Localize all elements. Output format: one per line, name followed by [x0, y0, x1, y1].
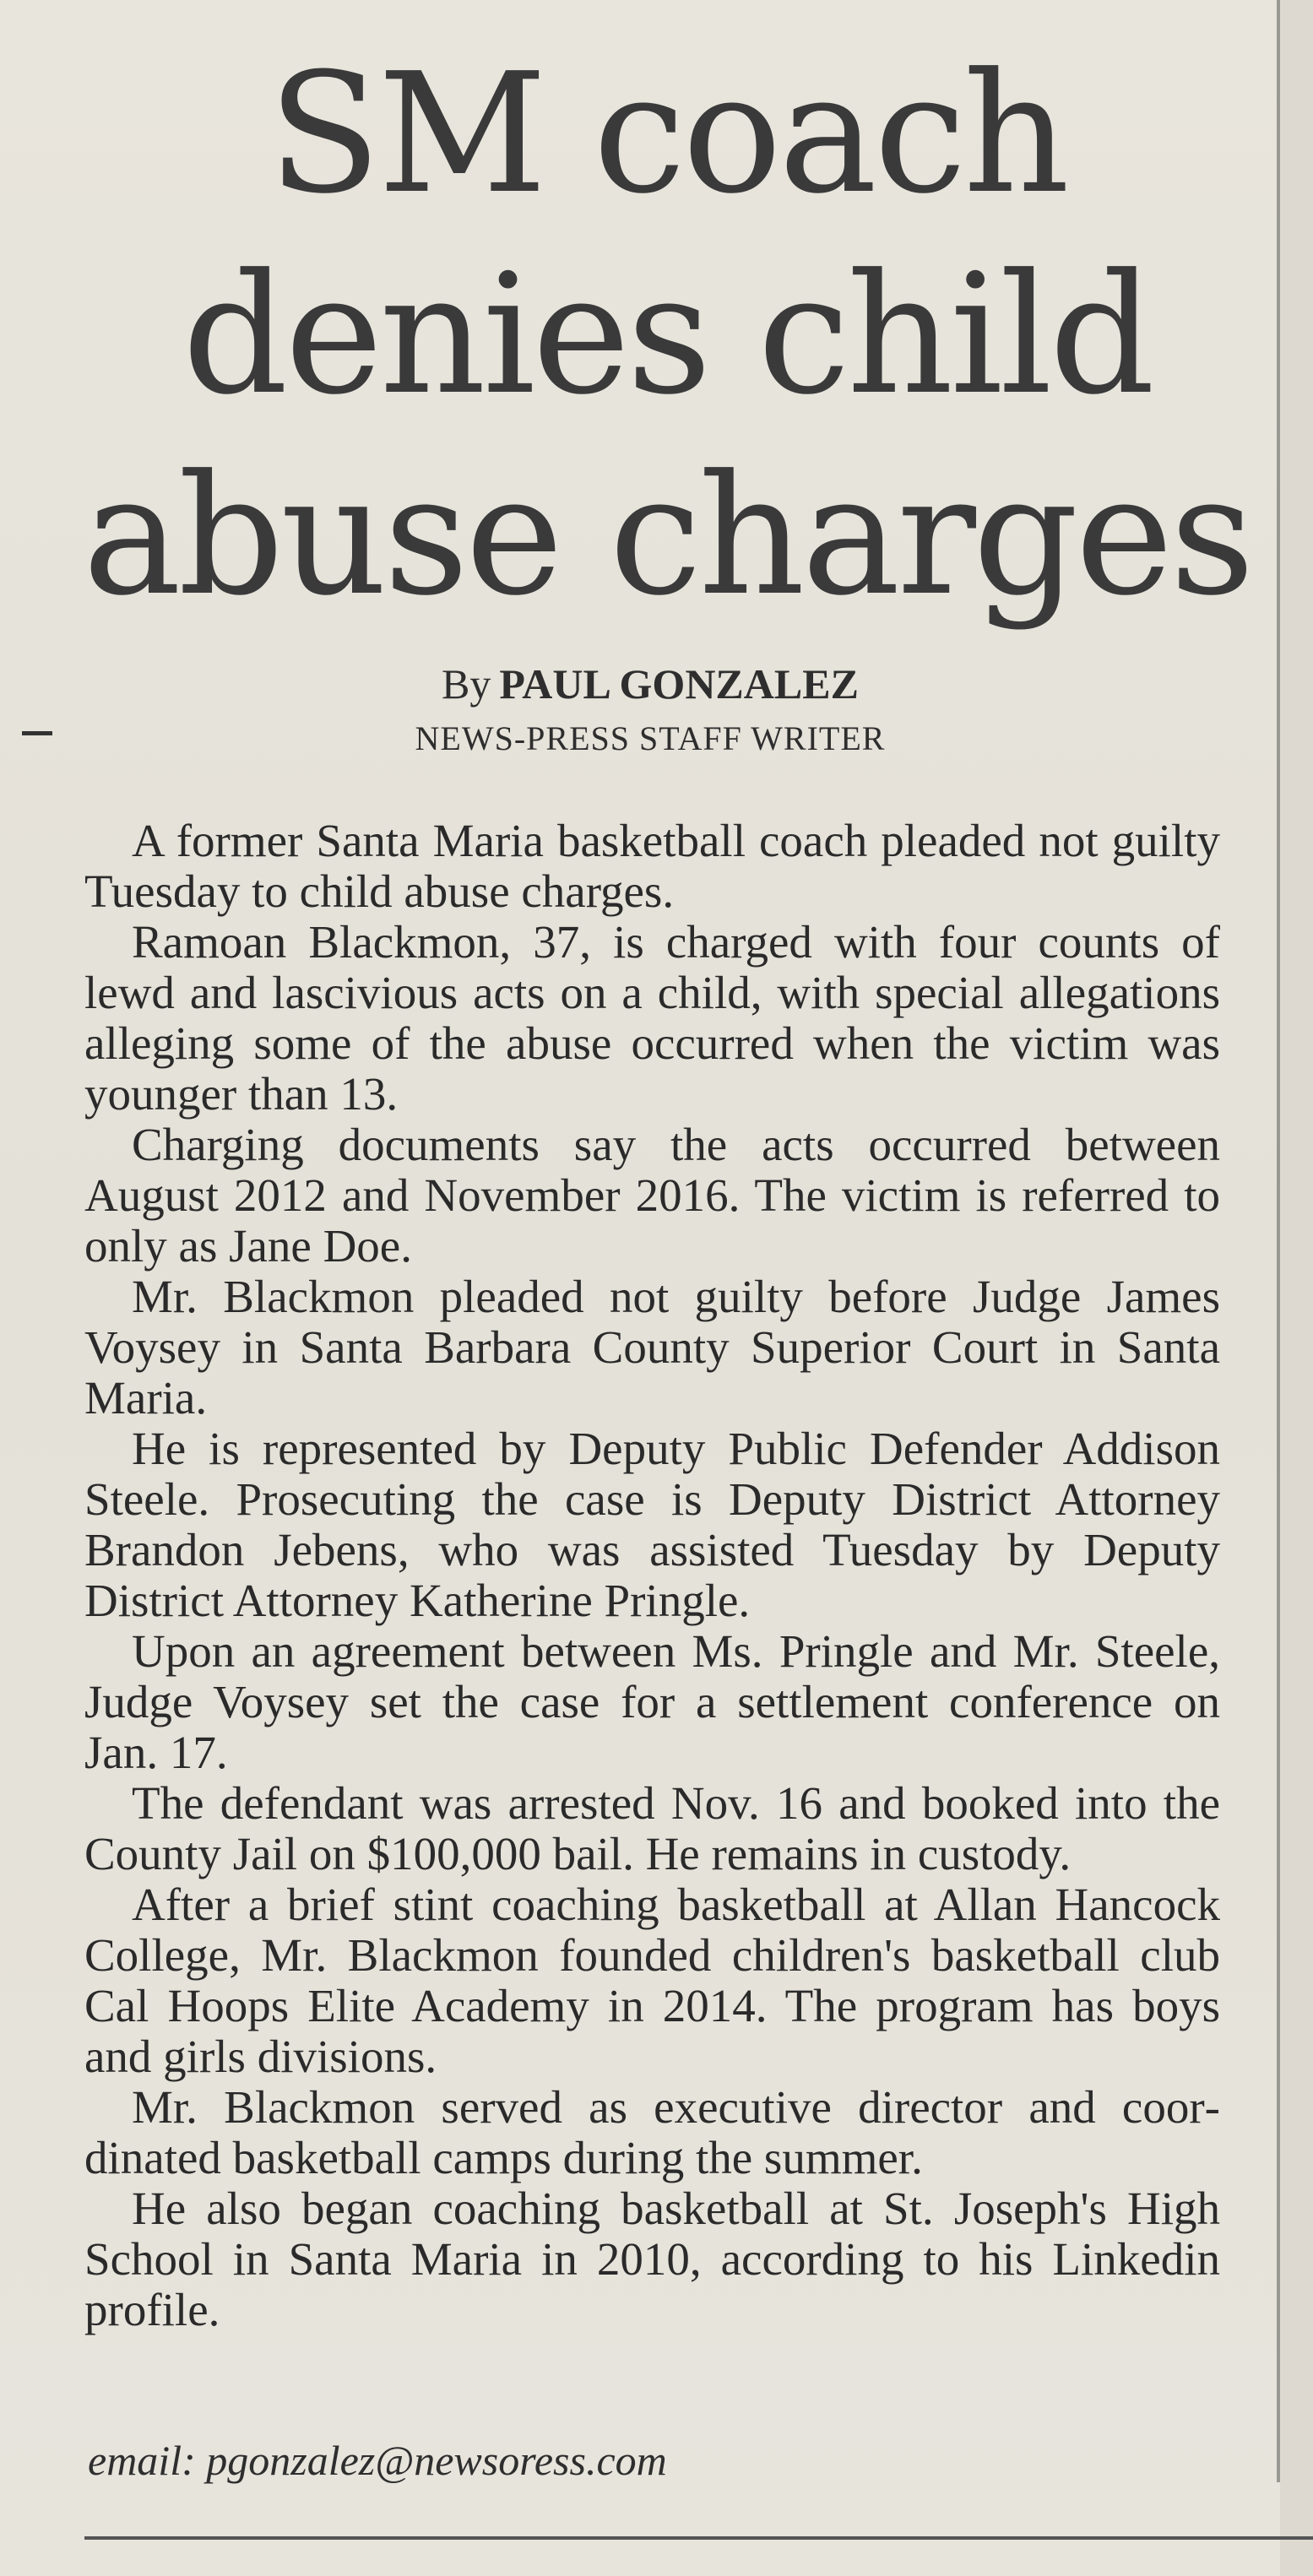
- paragraph: Mr. Blackmon pleaded not guilty before Judge James Voysey in Santa Barbara County Superior Court in Santa Maria.: [84, 1271, 1220, 1424]
- byline-prefix: By: [442, 660, 491, 708]
- paragraph: A former Santa Maria basketball coach pleaded not guilty Tuesday to child abuse charges.: [84, 815, 1220, 917]
- author-name: PAUL GONZALEZ: [499, 660, 859, 708]
- paragraph: He is represented by Deputy Public Defender Addison Steele. Prosecuting the case is Deputy District Attorney Brandon Jebens, who was assisted Tuesday by Deputy District Attorney Katherine Pringle.: [84, 1423, 1220, 1626]
- paragraph: Upon an agreement between Ms. Pringle and Mr. Steele, Judge Voysey set the case for a settlement conference on Jan. 17.: [84, 1625, 1220, 1778]
- author-title: NEWS-PRESS STAFF WRITER: [415, 719, 886, 757]
- paragraph: Ramoan Blackmon, 37, is charged with four counts of lewd and lascivious acts on a child, with special allegations alleging some of the abuse occurred when the victim was younger than 13.: [84, 916, 1220, 1120]
- article-body: [84, 816, 1220, 2335]
- paragraph: He also began coaching basketball at St. Joseph's High School in Santa Maria in 2010, according to his Linkedin profile.: [84, 2183, 1220, 2335]
- author-email: email: pgonzalez@newsoress.com: [88, 2437, 667, 2484]
- paragraph: After a brief stint coaching basketball at Allan Hancock College, Mr. Blackmon founded children's basketball club Cal Hoops Elite Academy in 2014. The program has boys and girls divisions.: [84, 1879, 1220, 2082]
- headline: [76, 34, 1258, 637]
- adjacent-column-edge: [1280, 0, 1313, 2576]
- headline-line: denies child: [182, 239, 1153, 431]
- headline-line: SM coach: [268, 38, 1066, 230]
- paragraph: The defendant was arrested Nov. 16 and booked into the County Jail on $100,000 bail. He remains in custody.: [84, 1777, 1220, 1879]
- paragraph: Mr. Blackmon served as executive director and coordinated basketball camps during the summer.: [84, 2081, 1220, 2183]
- paragraph: Charging documents say the acts occurred between August 2012 and November 2016. The victim is referred to only as Jane Doe.: [84, 1119, 1220, 1272]
- margin-mark: [22, 731, 52, 735]
- byline: [84, 659, 1216, 709]
- bottom-rule: [84, 2536, 1313, 2540]
- headline-line: abuse charges: [82, 440, 1252, 632]
